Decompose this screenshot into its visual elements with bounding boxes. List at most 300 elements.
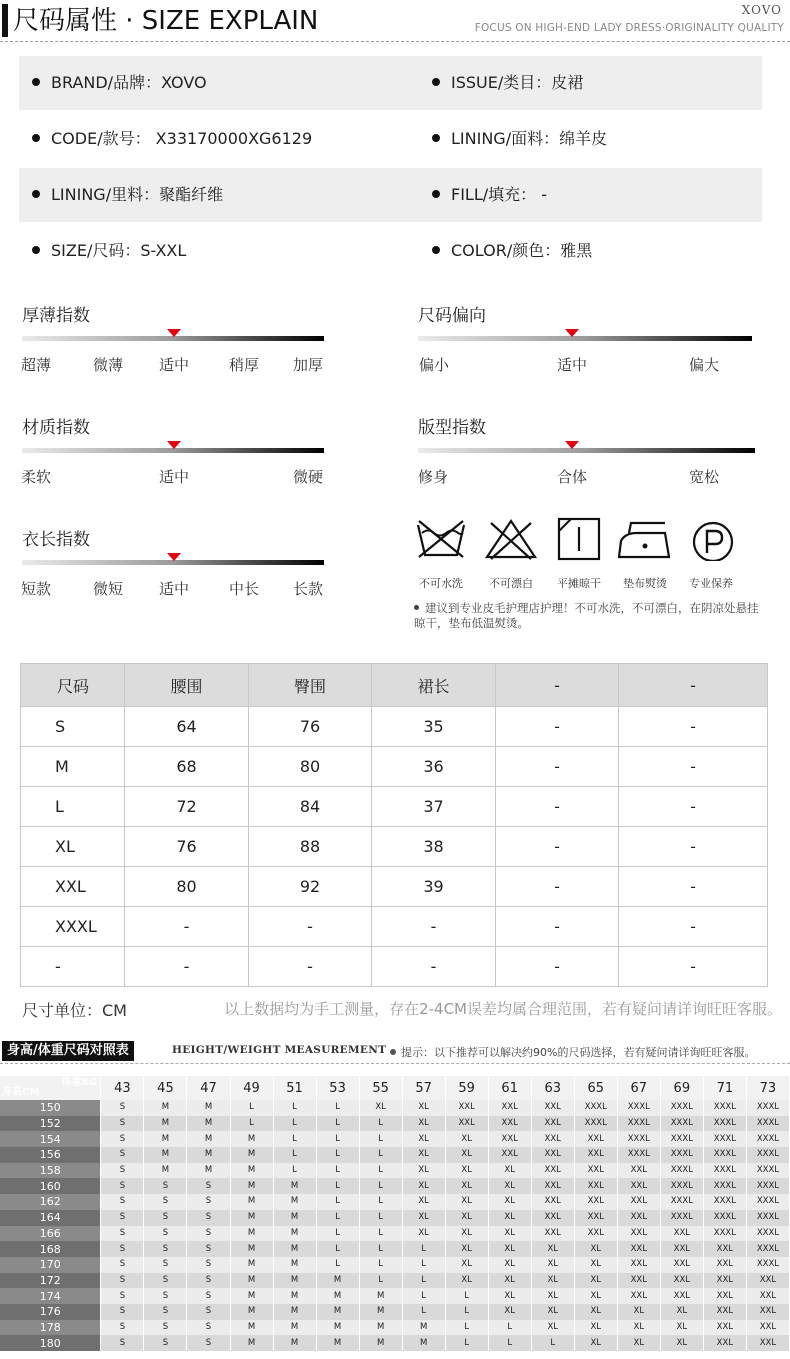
height-cell: 178 xyxy=(0,1320,101,1336)
size-cell: XL xyxy=(531,1257,574,1273)
index-label: 偏小 xyxy=(418,356,450,374)
index-label: 短款 xyxy=(20,580,52,598)
size-cell: XXXL xyxy=(617,1147,660,1163)
index-title: 厚薄指数 xyxy=(22,306,90,326)
size-cell: M xyxy=(316,1304,359,1320)
size-cell: XXXL xyxy=(703,1210,746,1226)
index-label: 宽松 xyxy=(688,468,720,486)
size-cell: XXXL xyxy=(617,1100,660,1116)
index-title: 尺码偏向 xyxy=(418,306,486,326)
table-cell: - xyxy=(125,947,249,987)
index-marker xyxy=(565,329,579,337)
table-cell: - xyxy=(21,947,125,987)
size-cell: S xyxy=(187,1178,230,1194)
size-cell: S xyxy=(101,1178,144,1194)
size-cell: XL xyxy=(445,1241,488,1257)
size-cell: S xyxy=(101,1210,144,1226)
size-cell: S xyxy=(101,1273,144,1289)
height-cell: 176 xyxy=(0,1304,101,1320)
size-cell: L xyxy=(316,1194,359,1210)
size-cell: XXXL xyxy=(660,1163,703,1179)
table-cell: - xyxy=(496,747,619,787)
size-cell: XXL xyxy=(531,1210,574,1226)
size-cell: L xyxy=(316,1241,359,1257)
size-cell: S xyxy=(187,1210,230,1226)
size-cell: S xyxy=(187,1304,230,1320)
size-cell: L xyxy=(359,1116,402,1132)
size-cell: XXXL xyxy=(660,1178,703,1194)
table-row xyxy=(21,947,768,987)
size-cell: XL xyxy=(402,1147,445,1163)
size-cell: XXL xyxy=(531,1100,574,1116)
unit-label: 尺寸单位：CM xyxy=(22,1001,127,1020)
index-label: 合体 xyxy=(556,468,588,486)
size-cell: XXL xyxy=(488,1147,531,1163)
index-label: 稍厚 xyxy=(228,356,260,374)
size-cell: XXL xyxy=(617,1257,660,1273)
size-cell: M xyxy=(230,1257,273,1273)
size-cell: M xyxy=(316,1320,359,1336)
attribute-text: BRAND/品牌：XOVO xyxy=(51,73,207,92)
care-item-no-wash xyxy=(411,517,471,590)
size-cell: M xyxy=(230,1210,273,1226)
size-cell: L xyxy=(359,1226,402,1242)
size-cell: XL xyxy=(445,1210,488,1226)
size-cell: L xyxy=(445,1288,488,1304)
size-table-header xyxy=(21,664,768,707)
size-cell: XXL xyxy=(617,1178,660,1194)
size-cell: S xyxy=(144,1194,187,1210)
size-cell: XL xyxy=(402,1116,445,1132)
weight-header-cell: 45 xyxy=(144,1076,187,1100)
table-cell: 92 xyxy=(249,867,372,907)
table-cell: - xyxy=(619,827,768,867)
index-title: 材质指数 xyxy=(22,418,90,438)
column-header: 裙长 xyxy=(372,664,496,707)
hw-row xyxy=(0,1226,790,1242)
size-cell: M xyxy=(316,1273,359,1289)
table-cell: - xyxy=(496,867,619,907)
size-cell: M xyxy=(273,1257,316,1273)
attribute-text: LINING/里料：聚酯纤维 xyxy=(51,185,224,204)
size-cell: XXXL xyxy=(660,1131,703,1147)
attribute-item xyxy=(432,56,583,110)
index-label: 微短 xyxy=(92,580,124,598)
size-cell: XXL xyxy=(703,1304,746,1320)
bullet-dot xyxy=(432,134,440,142)
table-row xyxy=(21,707,768,747)
size-cell: XL xyxy=(402,1131,445,1147)
size-table xyxy=(20,663,768,987)
size-cell: XXL xyxy=(746,1273,789,1289)
attribute-item xyxy=(432,224,592,278)
size-cell: XL xyxy=(531,1288,574,1304)
attribute-item xyxy=(432,168,547,222)
attribute-item xyxy=(432,112,607,166)
size-cell: M xyxy=(230,1147,273,1163)
size-cell: M xyxy=(273,1178,316,1194)
size-cell: M xyxy=(144,1163,187,1179)
size-cell: M xyxy=(273,1288,316,1304)
weight-header-cell: 43 xyxy=(101,1076,144,1100)
bullet-dot xyxy=(32,134,40,142)
size-cell: XXL xyxy=(488,1116,531,1132)
professional-care-icon xyxy=(683,517,739,561)
height-axis-label: 身高CM xyxy=(2,1087,40,1098)
size-cell: XXXL xyxy=(746,1147,789,1163)
size-cell: L xyxy=(316,1210,359,1226)
table-cell: - xyxy=(619,707,768,747)
height-cell: 166 xyxy=(0,1226,101,1242)
bullet-dot xyxy=(414,605,419,610)
size-cell: XL xyxy=(488,1163,531,1179)
index-label: 长款 xyxy=(292,580,324,598)
table-cell: 84 xyxy=(249,787,372,827)
size-cell: XXXL xyxy=(703,1100,746,1116)
size-cell: S xyxy=(101,1147,144,1163)
weight-header-cell: 57 xyxy=(402,1076,445,1100)
unit-row xyxy=(22,998,782,1022)
attribute-text: CODE/款号： X33170000XG6129 xyxy=(51,129,313,148)
index-label: 加厚 xyxy=(292,356,324,374)
size-cell: M xyxy=(230,1241,273,1257)
size-cell: M xyxy=(359,1304,402,1320)
size-cell: S xyxy=(144,1178,187,1194)
table-cell: - xyxy=(496,827,619,867)
size-cell: XXXL xyxy=(660,1100,703,1116)
column-header: - xyxy=(619,664,768,707)
size-cell: S xyxy=(144,1257,187,1273)
care-note xyxy=(414,601,764,631)
table-cell: - xyxy=(619,867,768,907)
size-cell: M xyxy=(359,1335,402,1351)
table-cell: 80 xyxy=(125,867,249,907)
attribute-row xyxy=(19,56,762,110)
hw-divider xyxy=(0,1063,790,1064)
size-cell: M xyxy=(230,1163,273,1179)
size-cell: XXL xyxy=(574,1194,617,1210)
care-label: 不可水洗 xyxy=(419,577,463,590)
size-cell: XXL xyxy=(703,1335,746,1351)
attribute-text: SIZE/尺码：S-XXL xyxy=(51,241,187,260)
size-cell: XL xyxy=(488,1257,531,1273)
size-cell: S xyxy=(144,1226,187,1242)
hw-row xyxy=(0,1178,790,1194)
size-cell: L xyxy=(402,1273,445,1289)
size-cell: M xyxy=(230,1194,273,1210)
index-label: 适中 xyxy=(158,468,190,486)
size-cell: XXL xyxy=(660,1226,703,1242)
size-cell: S xyxy=(101,1100,144,1116)
size-cell: XXL xyxy=(617,1288,660,1304)
size-cell: M xyxy=(316,1288,359,1304)
size-cell: XXXL xyxy=(703,1116,746,1132)
size-cell: XXL xyxy=(574,1178,617,1194)
size-cell: L xyxy=(316,1100,359,1116)
height-cell: 152 xyxy=(0,1116,101,1132)
size-cell: XXXL xyxy=(703,1147,746,1163)
table-cell: - xyxy=(249,947,372,987)
attribute-item xyxy=(32,224,186,278)
size-cell: L xyxy=(488,1320,531,1336)
brand-logo: XOVO xyxy=(741,3,782,17)
size-cell: L xyxy=(402,1288,445,1304)
weight-axis-label: 体重KG xyxy=(61,1077,98,1088)
table-cell: - xyxy=(619,907,768,947)
size-cell: XXXL xyxy=(746,1178,789,1194)
size-cell: XL xyxy=(445,1273,488,1289)
index-label: 偏大 xyxy=(688,356,720,374)
size-cell: L xyxy=(359,1273,402,1289)
size-cell: XL xyxy=(660,1304,703,1320)
hw-row xyxy=(0,1131,790,1147)
index-label: 修身 xyxy=(417,468,449,486)
size-cell: M xyxy=(230,1320,273,1336)
index-label: 微薄 xyxy=(92,356,124,374)
size-cell: S xyxy=(101,1257,144,1273)
height-cell: 174 xyxy=(0,1288,101,1304)
size-cell: XL xyxy=(402,1226,445,1242)
hw-row xyxy=(0,1116,790,1132)
care-item-no-bleach xyxy=(481,517,541,590)
size-cell: L xyxy=(316,1147,359,1163)
size-cell: L xyxy=(273,1100,316,1116)
header-accent-bar xyxy=(2,4,8,37)
size-cell: L xyxy=(488,1335,531,1351)
size-cell: XXXL xyxy=(746,1241,789,1257)
hw-title: 身高/体重尺码对照表 xyxy=(2,1041,134,1061)
size-cell: L xyxy=(445,1320,488,1336)
hw-row xyxy=(0,1335,790,1351)
table-row xyxy=(21,827,768,867)
height-cell: 164 xyxy=(0,1210,101,1226)
size-cell: L xyxy=(316,1131,359,1147)
size-cell: L xyxy=(230,1100,273,1116)
height-cell: 180 xyxy=(0,1335,101,1351)
size-cell: S xyxy=(144,1273,187,1289)
size-cell: M xyxy=(273,1335,316,1351)
size-cell: M xyxy=(230,1304,273,1320)
size-cell: XL xyxy=(574,1288,617,1304)
size-cell: XXL xyxy=(531,1194,574,1210)
size-cell: M xyxy=(402,1320,445,1336)
table-cell: - xyxy=(249,907,372,947)
hw-row xyxy=(0,1210,790,1226)
size-cell: M xyxy=(187,1147,230,1163)
size-cell: L xyxy=(316,1257,359,1273)
size-cell: M xyxy=(273,1320,316,1336)
size-cell: M xyxy=(402,1335,445,1351)
index-marker xyxy=(167,553,181,561)
size-cell: XXL xyxy=(531,1131,574,1147)
hw-section-header xyxy=(0,1040,790,1064)
table-cell: 36 xyxy=(372,747,496,787)
size-cell: XL xyxy=(445,1226,488,1242)
size-cell: S xyxy=(144,1320,187,1336)
index-marker xyxy=(565,441,579,449)
table-cell: 68 xyxy=(125,747,249,787)
size-cell: XXXL xyxy=(746,1257,789,1273)
size-cell: S xyxy=(187,1288,230,1304)
size-cell: XXL xyxy=(703,1288,746,1304)
measurement-note: 以上数据均为手工测量，存在2-4CM误差均属合理范围，若有疑问请详询旺旺客服。 xyxy=(224,1000,782,1018)
attribute-row xyxy=(19,224,762,278)
size-cell: M xyxy=(230,1335,273,1351)
care-label: 平摊晾干 xyxy=(557,577,601,590)
size-cell: XL xyxy=(574,1304,617,1320)
size-cell: S xyxy=(101,1241,144,1257)
size-cell: S xyxy=(101,1116,144,1132)
size-cell: XXXL xyxy=(746,1116,789,1132)
size-cell: XL xyxy=(574,1241,617,1257)
hw-title-en: HEIGHT/WEIGHT MEASUREMENT xyxy=(172,1044,387,1056)
size-cell: L xyxy=(273,1116,316,1132)
size-cell: XXL xyxy=(746,1335,789,1351)
height-cell: 150 xyxy=(0,1100,101,1116)
table-cell: - xyxy=(619,947,768,987)
size-cell: L xyxy=(359,1257,402,1273)
size-cell: L xyxy=(359,1241,402,1257)
table-cell: 64 xyxy=(125,707,249,747)
size-cell: XXL xyxy=(746,1304,789,1320)
table-cell: 76 xyxy=(125,827,249,867)
size-cell: M xyxy=(187,1116,230,1132)
size-cell: S xyxy=(101,1304,144,1320)
size-cell: S xyxy=(187,1194,230,1210)
height-cell: 168 xyxy=(0,1241,101,1257)
size-cell: XL xyxy=(402,1163,445,1179)
size-cell: L xyxy=(531,1335,574,1351)
size-cell: L xyxy=(316,1116,359,1132)
attribute-text: COLOR/颜色：雅黑 xyxy=(451,241,593,260)
iron-with-cloth-icon xyxy=(615,517,675,561)
size-cell: M xyxy=(187,1100,230,1116)
page-header xyxy=(0,0,790,44)
weight-header-cell: 69 xyxy=(660,1076,703,1100)
size-cell: M xyxy=(187,1131,230,1147)
size-cell: S xyxy=(187,1320,230,1336)
height-cell: 156 xyxy=(0,1147,101,1163)
size-cell: XXL xyxy=(617,1226,660,1242)
size-cell: XXL xyxy=(703,1241,746,1257)
no-bleach-icon xyxy=(483,517,539,561)
size-cell: XL xyxy=(660,1335,703,1351)
size-cell: XXXL xyxy=(617,1131,660,1147)
hw-row xyxy=(0,1241,790,1257)
size-cell: XXXL xyxy=(617,1116,660,1132)
weight-header-cell: 67 xyxy=(617,1076,660,1100)
size-cell: M xyxy=(144,1116,187,1132)
table-cell: 80 xyxy=(249,747,372,787)
size-cell: XL xyxy=(402,1178,445,1194)
size-cell: XL xyxy=(488,1288,531,1304)
hw-row xyxy=(0,1100,790,1116)
dry-flat-icon xyxy=(551,517,607,561)
height-cell: 162 xyxy=(0,1194,101,1210)
size-cell: L xyxy=(273,1147,316,1163)
size-cell: XXXL xyxy=(703,1226,746,1242)
attribute-item xyxy=(32,168,223,222)
column-header: 腰围 xyxy=(125,664,249,707)
size-cell: XXL xyxy=(617,1210,660,1226)
size-cell: XL xyxy=(445,1131,488,1147)
size-cell: XL xyxy=(488,1226,531,1242)
size-cell: XXXL xyxy=(660,1147,703,1163)
weight-header-cell: 73 xyxy=(746,1076,789,1100)
table-cell: S xyxy=(21,707,125,747)
table-cell: 72 xyxy=(125,787,249,827)
size-cell: L xyxy=(273,1163,316,1179)
size-cell: M xyxy=(230,1288,273,1304)
table-row xyxy=(21,907,768,947)
care-note-text: 建议到专业皮毛护理店护理！不可水洗，不可漂白，在阴凉处悬挂晾干，垫布低温熨烫。 xyxy=(414,601,759,630)
size-cell: S xyxy=(144,1210,187,1226)
size-cell: XXXL xyxy=(660,1210,703,1226)
page-title: 尺码属性 · SIZE EXPLAIN xyxy=(13,6,319,36)
attribute-text: FILL/填充： - xyxy=(451,185,548,204)
size-cell: M xyxy=(359,1288,402,1304)
size-cell: L xyxy=(316,1178,359,1194)
no-wash-icon xyxy=(413,517,469,561)
bullet-dot xyxy=(32,78,40,86)
size-cell: XL xyxy=(531,1304,574,1320)
size-cell: XL xyxy=(488,1273,531,1289)
index-marker xyxy=(167,329,181,337)
size-cell: M xyxy=(144,1100,187,1116)
size-cell: XXXL xyxy=(574,1100,617,1116)
size-cell: L xyxy=(359,1131,402,1147)
table-cell: - xyxy=(496,707,619,747)
size-cell: XXXL xyxy=(703,1131,746,1147)
size-cell: XXXL xyxy=(703,1163,746,1179)
size-cell: L xyxy=(445,1335,488,1351)
size-cell: S xyxy=(144,1335,187,1351)
weight-header-cell: 71 xyxy=(703,1076,746,1100)
size-cell: L xyxy=(230,1116,273,1132)
table-cell: - xyxy=(619,747,768,787)
size-cell: XL xyxy=(488,1210,531,1226)
weight-header-cell: 49 xyxy=(230,1076,273,1100)
size-cell: XL xyxy=(488,1304,531,1320)
table-cell: 37 xyxy=(372,787,496,827)
table-cell: - xyxy=(619,787,768,827)
size-cell: M xyxy=(230,1131,273,1147)
size-cell: XL xyxy=(617,1335,660,1351)
size-cell: XXL xyxy=(617,1241,660,1257)
table-cell: - xyxy=(372,947,496,987)
weight-header-cell: 61 xyxy=(488,1076,531,1100)
size-cell: XXL xyxy=(445,1116,488,1132)
care-item-dry-flat xyxy=(549,517,609,590)
size-cell: S xyxy=(101,1335,144,1351)
size-cell: XL xyxy=(531,1320,574,1336)
size-cell: XXL xyxy=(617,1194,660,1210)
size-cell: XXL xyxy=(660,1288,703,1304)
care-label: 垫布熨烫 xyxy=(623,577,667,590)
size-cell: XXXL xyxy=(703,1178,746,1194)
size-cell: XL xyxy=(660,1320,703,1336)
hw-row xyxy=(0,1257,790,1273)
size-cell: S xyxy=(187,1335,230,1351)
size-cell: XL xyxy=(574,1273,617,1289)
weight-header-cell: 51 xyxy=(273,1076,316,1100)
size-cell: M xyxy=(273,1210,316,1226)
height-cell: 158 xyxy=(0,1163,101,1179)
size-cell: M xyxy=(230,1226,273,1242)
size-cell: L xyxy=(402,1304,445,1320)
hw-row xyxy=(0,1288,790,1304)
hw-row xyxy=(0,1163,790,1179)
